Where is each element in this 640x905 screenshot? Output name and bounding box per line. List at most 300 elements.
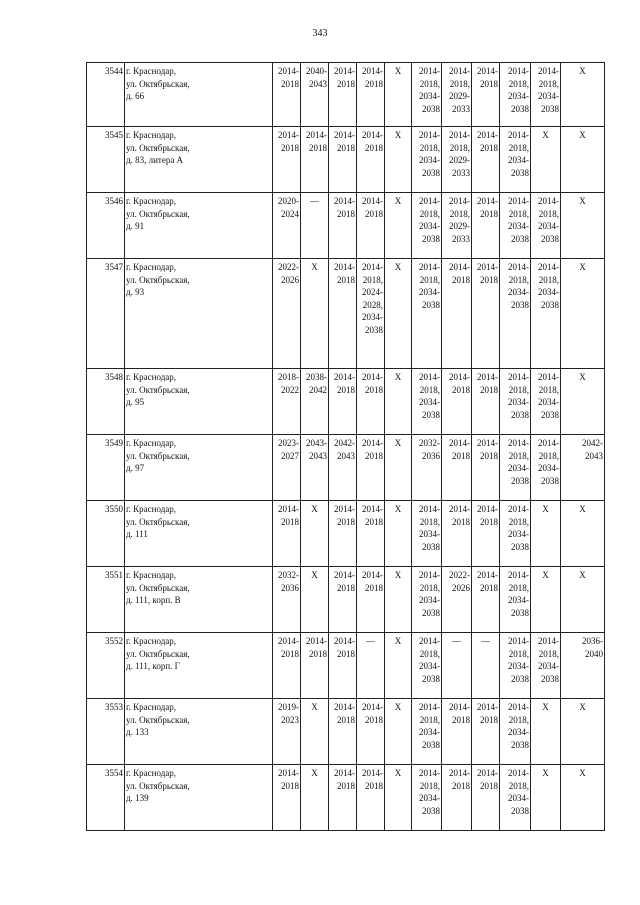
- period-line: 2018: [365, 208, 383, 219]
- row-number-cell: 3553: [87, 699, 125, 765]
- period-cell: [412, 699, 442, 765]
- table-row: [87, 63, 605, 127]
- not-applicable-mark: X: [394, 130, 402, 140]
- period-cell: [301, 633, 329, 699]
- period-line: 2026: [281, 274, 299, 285]
- period-line: 2022-: [449, 570, 470, 580]
- period-line: 2014-: [508, 504, 529, 514]
- period-line: 2014-: [538, 262, 559, 272]
- address-line: ул. Октябрьская,: [126, 142, 190, 153]
- period-cell: [301, 369, 329, 435]
- period-cell: [301, 127, 329, 193]
- period-line: 2018,: [508, 582, 529, 593]
- period-line: 2014-: [362, 504, 383, 514]
- address-line: г. Краснодар,: [126, 372, 177, 382]
- period-line: 2014-: [362, 196, 383, 206]
- period-line: 2018: [452, 450, 470, 461]
- period-cell: [500, 435, 531, 501]
- period-line: 2038: [422, 673, 440, 684]
- not-applicable-mark: X: [311, 702, 318, 712]
- period-cell: [442, 699, 472, 765]
- period-cell: [329, 127, 357, 193]
- period-cell: [412, 127, 442, 193]
- period-line: 2014-: [477, 438, 498, 448]
- period-line: 2014-: [449, 66, 470, 76]
- period-line: 2014-: [508, 66, 529, 76]
- not-applicable-mark: X: [311, 262, 318, 272]
- period-line: 2018: [480, 274, 498, 285]
- address-line: ул. Октябрьская,: [126, 208, 190, 219]
- period-line: 2018,: [508, 142, 529, 153]
- period-line: 2018,: [419, 274, 440, 285]
- table-row: [87, 501, 605, 567]
- period-cell: [412, 765, 442, 831]
- not-applicable-mark: X: [394, 66, 402, 76]
- period-line: 2018,: [419, 648, 440, 659]
- period-line: 2040: [585, 648, 603, 659]
- period-line: 2038: [541, 233, 559, 244]
- period-cell: [357, 699, 385, 765]
- period-line: 2018,: [538, 648, 559, 659]
- period-line: 2014-: [449, 768, 470, 778]
- period-line: 2042-: [334, 438, 355, 448]
- row-number-cell: 3545: [87, 127, 125, 193]
- period-cell: [301, 765, 329, 831]
- period-line: 2018: [309, 648, 327, 659]
- not-applicable-mark: X: [579, 262, 586, 272]
- period-cell: [442, 369, 472, 435]
- period-cell: [412, 193, 442, 259]
- period-line: 2038: [422, 233, 440, 244]
- period-cell: [531, 259, 561, 369]
- period-line: 2034-: [508, 595, 529, 606]
- address-line: д. 93: [126, 287, 145, 298]
- period-line: 2014-: [306, 130, 327, 140]
- period-line: 2018: [337, 780, 355, 791]
- period-line: 2034-: [538, 221, 559, 232]
- period-cell: [531, 127, 561, 193]
- period-cell: [561, 567, 605, 633]
- address-line: г. Краснодар,: [126, 570, 177, 580]
- period-line: 2014-: [477, 570, 498, 580]
- period-line: 2034-: [419, 155, 440, 166]
- period-line: 2024-: [362, 287, 383, 298]
- period-line: 2014-: [278, 130, 299, 140]
- period-cell: [385, 369, 412, 435]
- period-line: 2018: [480, 582, 498, 593]
- period-line: 2038: [511, 299, 529, 310]
- period-cell: [329, 369, 357, 435]
- period-line: 2014-: [508, 636, 529, 646]
- period-line: 2038: [422, 409, 440, 420]
- period-line: 2042: [309, 384, 327, 395]
- period-cell: [357, 435, 385, 501]
- period-line: 2014-: [508, 196, 529, 206]
- period-cell: [412, 369, 442, 435]
- period-line: 2034-: [419, 595, 440, 606]
- address-line: д. 133: [126, 727, 149, 738]
- period-line: 2014-: [362, 262, 383, 272]
- period-cell: [273, 699, 301, 765]
- period-line: 2018,: [508, 384, 529, 395]
- period-line: 2014-: [419, 130, 440, 140]
- period-line: 2014-: [334, 504, 355, 514]
- period-line: 2018-: [278, 372, 299, 382]
- period-line: 2038: [511, 167, 529, 178]
- address-line: г. Краснодар,: [126, 130, 177, 140]
- period-cell: [385, 501, 412, 567]
- address-cell: [125, 127, 273, 193]
- period-cell: [472, 435, 500, 501]
- row-number-cell: 3549: [87, 435, 125, 501]
- period-cell: [500, 63, 531, 127]
- period-line: 2042-: [582, 438, 603, 448]
- not-applicable-mark: X: [579, 66, 586, 76]
- period-cell: [442, 501, 472, 567]
- period-line: 2014-: [334, 130, 355, 140]
- period-line: 2018,: [508, 714, 529, 725]
- period-cell: [561, 501, 605, 567]
- period-cell: [273, 369, 301, 435]
- period-line: 2018: [337, 142, 355, 153]
- period-cell: [500, 369, 531, 435]
- period-cell: [500, 765, 531, 831]
- period-line: 2014-: [538, 636, 559, 646]
- period-line: 2014-: [538, 372, 559, 382]
- period-cell: [531, 633, 561, 699]
- period-line: 2033: [452, 233, 470, 244]
- period-line: 2014-: [278, 636, 299, 646]
- period-line: 2034-: [508, 397, 529, 408]
- period-line: 2018,: [419, 384, 440, 395]
- period-cell: [385, 567, 412, 633]
- period-line: 2026: [452, 582, 470, 593]
- period-line: 2033: [452, 103, 470, 114]
- period-line: 2034-: [419, 91, 440, 102]
- period-line: 2038: [511, 475, 529, 486]
- address-line: д. 91: [126, 221, 145, 232]
- period-cell: [472, 765, 500, 831]
- dash-mark: —: [452, 636, 461, 646]
- period-line: 2019-: [278, 702, 299, 712]
- address-line: ул. Октябрьская,: [126, 516, 190, 527]
- period-line: 2038: [365, 324, 383, 335]
- period-line: 2018,: [419, 208, 440, 219]
- period-cell: [531, 369, 561, 435]
- address-line: г. Краснодар,: [126, 438, 177, 448]
- period-line: 2014-: [477, 130, 498, 140]
- period-line: 2018: [365, 384, 383, 395]
- not-applicable-mark: X: [311, 768, 318, 778]
- period-line: 2014-: [419, 570, 440, 580]
- period-line: 2024: [281, 208, 299, 219]
- period-line: 2014-: [419, 636, 440, 646]
- period-cell: [385, 765, 412, 831]
- period-cell: [301, 435, 329, 501]
- period-line: 2022-: [278, 262, 299, 272]
- address-line: д. 111: [126, 529, 148, 540]
- period-cell: [561, 765, 605, 831]
- period-line: 2014-: [334, 636, 355, 646]
- period-line: 2014-: [334, 702, 355, 712]
- address-line: г. Краснодар,: [126, 66, 177, 76]
- table-row: [87, 193, 605, 259]
- period-line: 2018: [365, 78, 383, 89]
- period-line: 2018: [452, 516, 470, 527]
- period-cell: [273, 259, 301, 369]
- period-line: 2038: [541, 103, 559, 114]
- period-cell: [561, 63, 605, 127]
- period-line: 2014-: [449, 504, 470, 514]
- address-line: ул. Октябрьская,: [126, 450, 190, 461]
- period-cell: [472, 501, 500, 567]
- address-cell: [125, 699, 273, 765]
- period-line: 2038: [422, 103, 440, 114]
- period-line: 2018,: [419, 714, 440, 725]
- period-cell: [273, 63, 301, 127]
- period-line: 2014-: [419, 504, 440, 514]
- period-line: 2038: [511, 673, 529, 684]
- period-line: 2038: [541, 299, 559, 310]
- period-line: 2038: [422, 299, 440, 310]
- period-line: 2038: [422, 739, 440, 750]
- not-applicable-mark: X: [311, 570, 318, 580]
- not-applicable-mark: X: [394, 636, 402, 646]
- period-line: 2014-: [362, 130, 383, 140]
- period-line: 2014-: [449, 130, 470, 140]
- period-cell: [357, 259, 385, 369]
- period-cell: [472, 259, 500, 369]
- period-cell: [329, 633, 357, 699]
- period-cell: [301, 63, 329, 127]
- address-line: ул. Октябрьская,: [126, 274, 190, 285]
- period-line: 2014-: [477, 702, 498, 712]
- period-cell: [301, 699, 329, 765]
- period-cell: [357, 567, 385, 633]
- period-line: 2018: [337, 582, 355, 593]
- period-cell: [357, 193, 385, 259]
- period-line: 2014-: [538, 196, 559, 206]
- period-cell: [385, 127, 412, 193]
- period-line: 2014-: [538, 66, 559, 76]
- period-line: 2014-: [334, 66, 355, 76]
- period-cell: [472, 127, 500, 193]
- period-line: 2018,: [449, 142, 470, 153]
- period-cell: [329, 259, 357, 369]
- period-cell: [472, 567, 500, 633]
- period-line: 2014-: [334, 262, 355, 272]
- table-row: [87, 127, 605, 193]
- period-line: 2034-: [508, 287, 529, 298]
- period-line: 2034-: [508, 661, 529, 672]
- period-line: 2034-: [419, 529, 440, 540]
- not-applicable-mark: X: [394, 438, 402, 448]
- period-line: 2014-: [508, 438, 529, 448]
- address-cell: [125, 435, 273, 501]
- not-applicable-mark: X: [394, 372, 402, 382]
- period-line: 2018,: [538, 208, 559, 219]
- period-cell: [301, 567, 329, 633]
- period-line: 2034-: [419, 221, 440, 232]
- period-line: 2018,: [538, 450, 559, 461]
- period-line: 2043-: [306, 438, 327, 448]
- period-cell: [442, 633, 472, 699]
- period-line: 2014-: [508, 702, 529, 712]
- period-cell: [385, 435, 412, 501]
- period-line: 2038: [541, 475, 559, 486]
- row-number-cell: 3552: [87, 633, 125, 699]
- period-cell: [412, 501, 442, 567]
- not-applicable-mark: X: [394, 768, 402, 778]
- period-line: 2014-: [477, 66, 498, 76]
- table-row: [87, 259, 605, 369]
- not-applicable-mark: X: [394, 196, 402, 206]
- period-line: 2034-: [419, 661, 440, 672]
- period-line: 2018: [365, 516, 383, 527]
- period-line: 2014-: [477, 504, 498, 514]
- period-cell: [357, 369, 385, 435]
- period-line: 2014-: [362, 372, 383, 382]
- not-applicable-mark: X: [579, 768, 586, 778]
- period-line: 2036-: [582, 636, 603, 646]
- period-cell: [273, 765, 301, 831]
- period-line: 2033: [452, 167, 470, 178]
- not-applicable-mark: X: [579, 702, 586, 712]
- period-cell: [329, 63, 357, 127]
- period-line: 2018,: [538, 384, 559, 395]
- period-cell: [500, 633, 531, 699]
- period-cell: [412, 435, 442, 501]
- period-cell: [442, 435, 472, 501]
- period-line: 2014-: [477, 196, 498, 206]
- period-line: 2034-: [419, 287, 440, 298]
- dash-mark: —: [481, 636, 490, 646]
- period-line: 2014-: [508, 570, 529, 580]
- period-line: 2029-: [449, 91, 470, 102]
- period-line: 2032-: [278, 570, 299, 580]
- period-cell: [301, 501, 329, 567]
- period-line: 2018,: [538, 78, 559, 89]
- row-number-cell: 3550: [87, 501, 125, 567]
- table-row: [87, 435, 605, 501]
- period-cell: [385, 193, 412, 259]
- period-line: 2040-: [306, 66, 327, 76]
- period-line: 2014-: [508, 372, 529, 382]
- period-line: 2038: [511, 233, 529, 244]
- address-line: г. Краснодар,: [126, 504, 177, 514]
- address-line: г. Краснодар,: [126, 262, 177, 272]
- period-cell: [500, 193, 531, 259]
- address-line: ул. Октябрьская,: [126, 780, 190, 791]
- period-line: 2029-: [449, 155, 470, 166]
- period-line: 2018,: [419, 142, 440, 153]
- period-cell: [500, 699, 531, 765]
- period-line: 2014-: [477, 768, 498, 778]
- period-line: 2034-: [419, 727, 440, 738]
- period-line: 2043: [309, 78, 327, 89]
- period-line: 2018: [480, 142, 498, 153]
- period-line: 2034-: [508, 221, 529, 232]
- period-cell: [412, 259, 442, 369]
- period-cell: [531, 699, 561, 765]
- period-line: 2018,: [508, 274, 529, 285]
- period-cell: [472, 699, 500, 765]
- period-cell: [412, 633, 442, 699]
- period-line: 2014-: [419, 66, 440, 76]
- address-cell: [125, 567, 273, 633]
- period-line: 2018: [309, 142, 327, 153]
- period-line: 2018,: [419, 780, 440, 791]
- period-line: 2034-: [538, 463, 559, 474]
- address-line: ул. Октябрьская,: [126, 582, 190, 593]
- period-line: 2036: [422, 450, 440, 461]
- period-line: 2018: [281, 78, 299, 89]
- period-line: 2014-: [362, 768, 383, 778]
- period-cell: [500, 501, 531, 567]
- period-line: 2018,: [508, 780, 529, 791]
- address-line: ул. Октябрьская,: [126, 714, 190, 725]
- not-applicable-mark: X: [394, 262, 402, 272]
- period-line: 2014-: [278, 66, 299, 76]
- period-line: 2014-: [419, 262, 440, 272]
- period-line: 2018: [337, 208, 355, 219]
- address-line: г. Краснодар,: [126, 768, 177, 778]
- period-cell: [531, 193, 561, 259]
- period-line: 2034-: [538, 661, 559, 672]
- period-line: 2014-: [449, 702, 470, 712]
- period-line: 2018: [337, 516, 355, 527]
- address-cell: [125, 259, 273, 369]
- period-line: 2014-: [306, 636, 327, 646]
- period-line: 2018: [281, 516, 299, 527]
- period-cell: [442, 259, 472, 369]
- period-line: 2034-: [508, 727, 529, 738]
- period-line: 2038: [511, 409, 529, 420]
- period-line: 2034-: [538, 287, 559, 298]
- period-line: 2018,: [449, 208, 470, 219]
- period-line: 2018: [480, 78, 498, 89]
- period-line: 2018: [365, 142, 383, 153]
- period-line: 2018: [337, 78, 355, 89]
- period-line: 2038: [511, 541, 529, 552]
- period-line: 2038: [422, 607, 440, 618]
- period-cell: [500, 567, 531, 633]
- table-row: [87, 633, 605, 699]
- period-cell: [531, 501, 561, 567]
- period-line: 2034-: [538, 91, 559, 102]
- period-cell: [273, 567, 301, 633]
- period-line: 2038-: [306, 372, 327, 382]
- not-applicable-mark: X: [394, 504, 402, 514]
- address-line: д. 95: [126, 397, 145, 408]
- repair-schedule-table: [86, 62, 605, 831]
- row-number-cell: 3551: [87, 567, 125, 633]
- table-row: [87, 567, 605, 633]
- period-cell: [531, 435, 561, 501]
- row-number-cell: 3554: [87, 765, 125, 831]
- period-cell: [531, 63, 561, 127]
- period-line: 2018: [452, 274, 470, 285]
- period-cell: [442, 127, 472, 193]
- address-line: д. 97: [126, 463, 145, 474]
- period-line: 2018: [480, 208, 498, 219]
- period-line: 2027: [281, 450, 299, 461]
- address-line: ул. Октябрьская,: [126, 648, 190, 659]
- period-line: 2014-: [419, 702, 440, 712]
- period-line: 2018,: [538, 274, 559, 285]
- not-applicable-mark: X: [542, 702, 549, 712]
- period-line: 2014-: [538, 438, 559, 448]
